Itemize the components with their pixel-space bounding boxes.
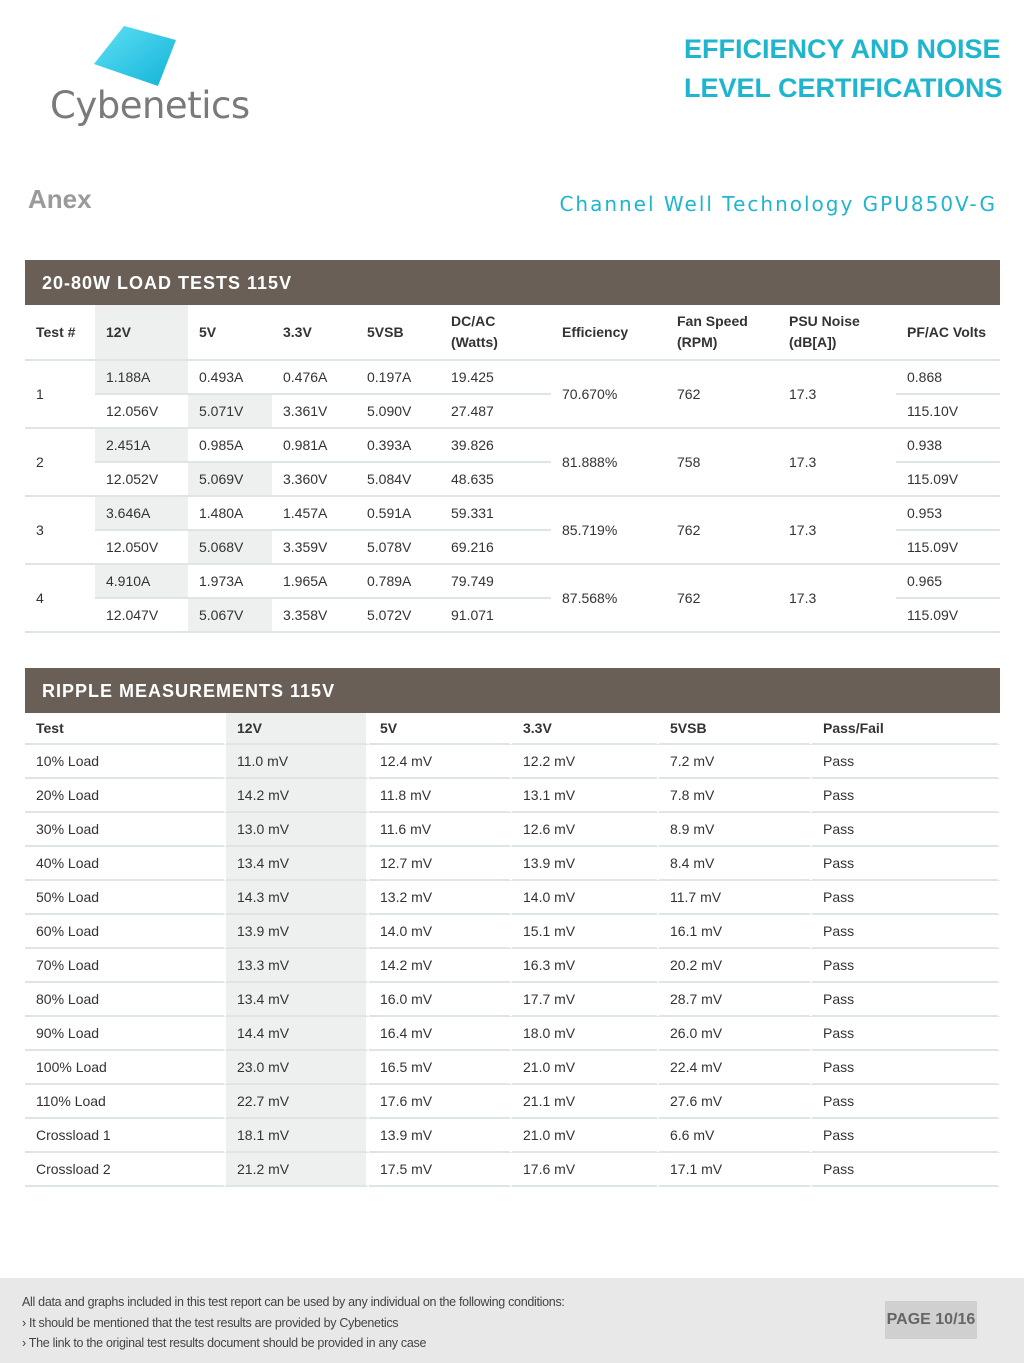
col-3v3: 3.3V xyxy=(272,305,356,361)
cell-12v-voltage: 12.056V xyxy=(95,395,188,429)
ripple-12v: 13.9 mV xyxy=(226,915,369,949)
col-test: Test # xyxy=(25,305,95,361)
ripple-test: 110% Load xyxy=(25,1085,226,1119)
footer-line: All data and graphs included in this test report can be used by any individual on the following conditions: xyxy=(22,1295,565,1309)
load-row-current xyxy=(25,565,1000,599)
ripple-5vsb: 8.4 mV xyxy=(659,847,812,881)
ripple-pass-fail: Pass xyxy=(812,1051,1000,1085)
cell-5vsb-voltage: 5.072V xyxy=(356,599,440,633)
ripple-pass-fail: Pass xyxy=(812,745,1000,779)
ripple-12v: 13.4 mV xyxy=(226,847,369,881)
load-row-current xyxy=(25,497,1000,531)
cell-power-factor: 0.868 xyxy=(896,361,1000,395)
ripple-5vsb: 27.6 mV xyxy=(659,1085,812,1119)
load-table-header-row xyxy=(25,305,1000,361)
ripple-5v: 11.6 mV xyxy=(369,813,512,847)
footer-conditions xyxy=(22,1292,565,1354)
cell-dc-watts: 79.749 xyxy=(440,565,551,599)
ripple-12v: 14.4 mV xyxy=(226,1017,369,1051)
cell-5v-current: 1.480A xyxy=(188,497,272,531)
test-number: 1 xyxy=(25,361,95,429)
ripple-row xyxy=(25,1051,1000,1085)
cell-5vsb-current: 0.789A xyxy=(356,565,440,599)
ripple-test: 90% Load xyxy=(25,1017,226,1051)
ripple-12v: 13.4 mV xyxy=(226,983,369,1017)
cell-5vsb-voltage: 5.084V xyxy=(356,463,440,497)
ripple-5v: 13.9 mV xyxy=(369,1119,512,1153)
cell-5v-voltage: 5.071V xyxy=(188,395,272,429)
ripple-3v3: 21.0 mV xyxy=(512,1119,659,1153)
ripple-12v: 14.2 mV xyxy=(226,779,369,813)
cell-ac-volts: 115.10V xyxy=(896,395,1000,429)
test-number: 2 xyxy=(25,429,95,497)
ripple-test: 100% Load xyxy=(25,1051,226,1085)
ripple-col-5vsb: 5VSB xyxy=(659,713,812,745)
ripple-row xyxy=(25,1119,1000,1153)
ripple-row xyxy=(25,949,1000,983)
ripple-5v: 17.6 mV xyxy=(369,1085,512,1119)
col-5v: 5V xyxy=(188,305,272,361)
ripple-test: 30% Load xyxy=(25,813,226,847)
cell-ac-watts: 48.635 xyxy=(440,463,551,497)
ripple-3v3: 12.6 mV xyxy=(512,813,659,847)
ripple-pass-fail: Pass xyxy=(812,847,1000,881)
ripple-5vsb: 11.7 mV xyxy=(659,881,812,915)
ripple-3v3: 21.0 mV xyxy=(512,1051,659,1085)
ripple-col-3v3: 3.3V xyxy=(512,713,659,745)
ripple-row xyxy=(25,881,1000,915)
cell-3v3-current: 1.457A xyxy=(272,497,356,531)
col-noise: PSU Noise (dB[A]) xyxy=(778,305,896,361)
ripple-5vsb: 7.8 mV xyxy=(659,779,812,813)
cell-5vsb-voltage: 5.078V xyxy=(356,531,440,565)
cell-efficiency: 87.568% xyxy=(551,565,666,633)
test-number: 3 xyxy=(25,497,95,565)
col-5vsb: 5VSB xyxy=(356,305,440,361)
ripple-row xyxy=(25,813,1000,847)
section-label: Anex xyxy=(28,184,92,214)
cell-fan-speed: 762 xyxy=(666,497,778,565)
ripple-5vsb: 6.6 mV xyxy=(659,1119,812,1153)
product-name: Channel Well Technology GPU850V-G xyxy=(559,192,997,216)
page-number: PAGE 10/16 xyxy=(885,1301,977,1339)
load-tests-table xyxy=(25,305,1000,633)
ripple-3v3: 15.1 mV xyxy=(512,915,659,949)
ripple-row xyxy=(25,1017,1000,1051)
ripple-row xyxy=(25,983,1000,1017)
footer xyxy=(0,1278,1024,1363)
ripple-3v3: 17.6 mV xyxy=(512,1153,659,1187)
ripple-header: RIPPLE MEASUREMENTS 115V xyxy=(25,668,1000,713)
cell-ac-volts: 115.09V xyxy=(896,599,1000,633)
ripple-12v: 14.3 mV xyxy=(226,881,369,915)
cell-efficiency: 81.888% xyxy=(551,429,666,497)
ripple-test: 20% Load xyxy=(25,779,226,813)
cell-3v3-current: 0.476A xyxy=(272,361,356,395)
ripple-pass-fail: Pass xyxy=(812,1119,1000,1153)
ripple-pass-fail: Pass xyxy=(812,881,1000,915)
ripple-test: 10% Load xyxy=(25,745,226,779)
ripple-5v: 13.2 mV xyxy=(369,881,512,915)
ripple-test: 50% Load xyxy=(25,881,226,915)
ripple-5v: 16.4 mV xyxy=(369,1017,512,1051)
footer-line: › The link to the original test results document should be provided in any case xyxy=(22,1336,427,1350)
cell-5v-current: 0.493A xyxy=(188,361,272,395)
ripple-5v: 12.4 mV xyxy=(369,745,512,779)
cell-5v-voltage: 5.069V xyxy=(188,463,272,497)
cell-3v3-current: 0.981A xyxy=(272,429,356,463)
cell-5v-voltage: 5.067V xyxy=(188,599,272,633)
col-dcac: DC/AC (Watts) xyxy=(440,305,551,361)
ripple-test: 60% Load xyxy=(25,915,226,949)
brand-logo xyxy=(50,24,250,134)
ripple-5vsb: 7.2 mV xyxy=(659,745,812,779)
col-12v: 12V xyxy=(95,305,188,361)
ripple-pass-fail: Pass xyxy=(812,1017,1000,1051)
ripple-12v: 18.1 mV xyxy=(226,1119,369,1153)
cell-3v3-voltage: 3.361V xyxy=(272,395,356,429)
cell-efficiency: 70.670% xyxy=(551,361,666,429)
cell-dc-watts: 19.425 xyxy=(440,361,551,395)
cell-5vsb-current: 0.591A xyxy=(356,497,440,531)
cell-12v-current: 4.910A xyxy=(95,565,188,599)
page-title xyxy=(684,30,1004,108)
ripple-5vsb: 28.7 mV xyxy=(659,983,812,1017)
ripple-3v3: 21.1 mV xyxy=(512,1085,659,1119)
cell-5vsb-current: 0.197A xyxy=(356,361,440,395)
cell-12v-current: 1.188A xyxy=(95,361,188,395)
ripple-5vsb: 20.2 mV xyxy=(659,949,812,983)
ripple-test: Crossload 2 xyxy=(25,1153,226,1187)
ripple-12v: 13.0 mV xyxy=(226,813,369,847)
ripple-test: 70% Load xyxy=(25,949,226,983)
ripple-5v: 14.0 mV xyxy=(369,915,512,949)
cell-12v-voltage: 12.050V xyxy=(95,531,188,565)
ripple-3v3: 12.2 mV xyxy=(512,745,659,779)
cell-5v-voltage: 5.068V xyxy=(188,531,272,565)
cell-3v3-voltage: 3.360V xyxy=(272,463,356,497)
cell-12v-current: 2.451A xyxy=(95,429,188,463)
ripple-row xyxy=(25,1153,1000,1187)
ripple-row xyxy=(25,1085,1000,1119)
ripple-5vsb: 17.1 mV xyxy=(659,1153,812,1187)
ripple-test: Crossload 1 xyxy=(25,1119,226,1153)
ripple-pass-fail: Pass xyxy=(812,949,1000,983)
cell-fan-speed: 762 xyxy=(666,361,778,429)
ripple-5v: 16.0 mV xyxy=(369,983,512,1017)
ripple-12v: 21.2 mV xyxy=(226,1153,369,1187)
ripple-5v: 12.7 mV xyxy=(369,847,512,881)
cell-5vsb-current: 0.393A xyxy=(356,429,440,463)
ripple-row xyxy=(25,779,1000,813)
ripple-3v3: 13.9 mV xyxy=(512,847,659,881)
ripple-table xyxy=(25,713,1000,1187)
ripple-3v3: 16.3 mV xyxy=(512,949,659,983)
page-title-line1: EFFICIENCY AND NOISE xyxy=(684,34,1001,64)
footer-line: › It should be mentioned that the test results are provided by Cybenetics xyxy=(22,1315,399,1330)
col-efficiency: Efficiency xyxy=(551,305,666,361)
cell-12v-voltage: 12.052V xyxy=(95,463,188,497)
ripple-pass-fail: Pass xyxy=(812,1153,1000,1187)
cell-12v-current: 3.646A xyxy=(95,497,188,531)
cell-5v-current: 0.985A xyxy=(188,429,272,463)
cell-psu-noise: 17.3 xyxy=(778,429,896,497)
ripple-5vsb: 22.4 mV xyxy=(659,1051,812,1085)
col-pf: PF/AC Volts xyxy=(896,305,1000,361)
cell-3v3-voltage: 3.358V xyxy=(272,599,356,633)
ripple-row xyxy=(25,745,1000,779)
ripple-table-header-row xyxy=(25,713,1000,745)
ripple-12v: 13.3 mV xyxy=(226,949,369,983)
cell-dc-watts: 59.331 xyxy=(440,497,551,531)
ripple-5vsb: 8.9 mV xyxy=(659,813,812,847)
cell-3v3-current: 1.965A xyxy=(272,565,356,599)
ripple-pass-fail: Pass xyxy=(812,915,1000,949)
cell-psu-noise: 17.3 xyxy=(778,361,896,429)
cell-12v-voltage: 12.047V xyxy=(95,599,188,633)
page-title-line2: LEVEL CERTIFICATIONS xyxy=(684,73,1003,103)
ripple-5v: 14.2 mV xyxy=(369,949,512,983)
cell-fan-speed: 758 xyxy=(666,429,778,497)
ripple-3v3: 13.1 mV xyxy=(512,779,659,813)
ripple-pass-fail: Pass xyxy=(812,983,1000,1017)
ripple-col-pass: Pass/Fail xyxy=(812,713,1000,745)
cell-psu-noise: 17.3 xyxy=(778,565,896,633)
col-fan: Fan Speed (RPM) xyxy=(666,305,778,361)
cell-5v-current: 1.973A xyxy=(188,565,272,599)
cell-efficiency: 85.719% xyxy=(551,497,666,565)
cell-ac-volts: 115.09V xyxy=(896,463,1000,497)
cell-ac-volts: 115.09V xyxy=(896,531,1000,565)
cell-psu-noise: 17.3 xyxy=(778,497,896,565)
ripple-col-12v: 12V xyxy=(226,713,369,745)
ripple-pass-fail: Pass xyxy=(812,1085,1000,1119)
ripple-12v: 11.0 mV xyxy=(226,745,369,779)
ripple-3v3: 14.0 mV xyxy=(512,881,659,915)
load-tests-header: 20-80W LOAD TESTS 115V xyxy=(25,260,1000,305)
ripple-test: 40% Load xyxy=(25,847,226,881)
ripple-3v3: 17.7 mV xyxy=(512,983,659,1017)
ripple-col-test: Test xyxy=(25,713,226,745)
cell-ac-watts: 27.487 xyxy=(440,395,551,429)
ripple-pass-fail: Pass xyxy=(812,779,1000,813)
cell-power-factor: 0.965 xyxy=(896,565,1000,599)
ripple-12v: 23.0 mV xyxy=(226,1051,369,1085)
cell-ac-watts: 91.071 xyxy=(440,599,551,633)
cell-3v3-voltage: 3.359V xyxy=(272,531,356,565)
load-row-current xyxy=(25,361,1000,395)
cell-fan-speed: 762 xyxy=(666,565,778,633)
ripple-row xyxy=(25,915,1000,949)
ripple-row xyxy=(25,847,1000,881)
ripple-5vsb: 26.0 mV xyxy=(659,1017,812,1051)
ripple-col-5v: 5V xyxy=(369,713,512,745)
cell-ac-watts: 69.216 xyxy=(440,531,551,565)
ripple-5v: 17.5 mV xyxy=(369,1153,512,1187)
brand-name: Cybenetics xyxy=(50,84,250,127)
cell-5vsb-voltage: 5.090V xyxy=(356,395,440,429)
cell-power-factor: 0.953 xyxy=(896,497,1000,531)
ripple-5v: 16.5 mV xyxy=(369,1051,512,1085)
load-row-current xyxy=(25,429,1000,463)
ripple-5v: 11.8 mV xyxy=(369,779,512,813)
ripple-pass-fail: Pass xyxy=(812,813,1000,847)
test-number: 4 xyxy=(25,565,95,633)
ripple-12v: 22.7 mV xyxy=(226,1085,369,1119)
ripple-test: 80% Load xyxy=(25,983,226,1017)
cell-power-factor: 0.938 xyxy=(896,429,1000,463)
ripple-3v3: 18.0 mV xyxy=(512,1017,659,1051)
cell-dc-watts: 39.826 xyxy=(440,429,551,463)
ripple-5vsb: 16.1 mV xyxy=(659,915,812,949)
